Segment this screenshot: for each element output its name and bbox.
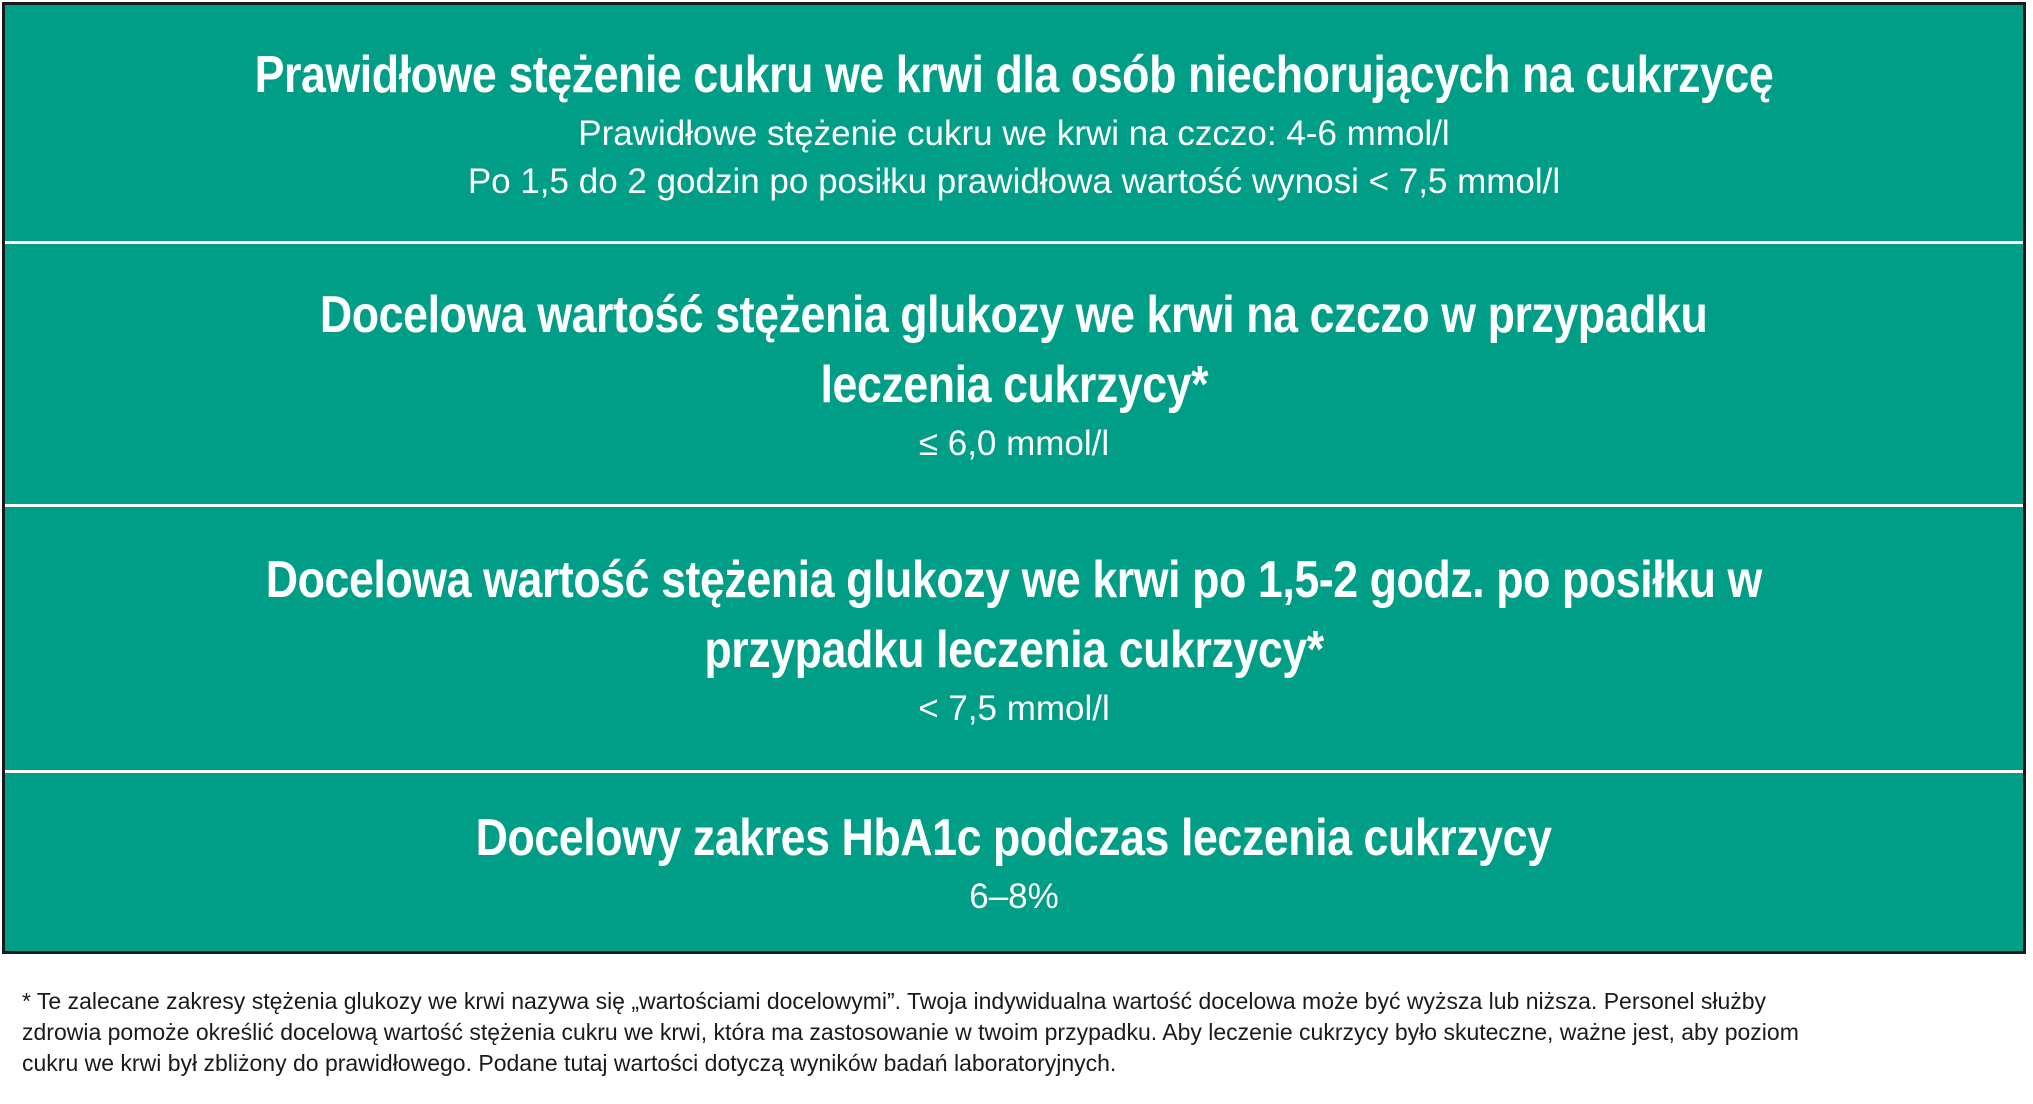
glucose-targets-panel (2, 2, 2026, 954)
section-title: Docelowy zakres HbA1c podczas leczenia cukrzycy (476, 809, 1552, 867)
section-fasting-target (5, 244, 2023, 504)
section-value: 6–8% (969, 877, 1059, 916)
section-value: < 7,5 mmol/l (918, 688, 1110, 728)
section-title: przypadku leczenia cukrzycy* (704, 620, 1324, 679)
section-normal-glucose (5, 5, 2023, 241)
section-value: Prawidłowe stężenie cukru we krwi na czczo: 4-6 mmol/l (578, 114, 1450, 153)
footnote-line: zdrowia pomoże określić docelową wartość stężenia cukru we krwi, która ma zastosowanie w twoim przypadku. Aby leczenie cukrzycy było skuteczne, ważne jest, aby poziom (22, 1019, 1799, 1045)
footnote (22, 986, 2012, 1079)
section-value: Po 1,5 do 2 godzin po posiłku prawidłowa wartość wynosi < 7,5 mmol/l (467, 162, 1561, 201)
section-postmeal-target (5, 507, 2023, 770)
section-title: Docelowa wartość stężenia glukozy we krwi po 1,5-2 godz. po posiłku w (265, 550, 1763, 609)
section-hba1c-target (5, 773, 2023, 951)
section-title: Docelowa wartość stężenia glukozy we krwi na czczo w przypadku (320, 286, 1708, 344)
footnote-line: * Te zalecane zakresy stężenia glukozy we krwi nazywa się „wartościami docelowymi”. Twoja indywidualna wartość docelowa może być wyższa lub niższa. Personel służby (22, 988, 1767, 1014)
section-title: leczenia cukrzycy* (820, 356, 1208, 414)
section-title: Prawidłowe stężenie cukru we krwi dla osób niechorujących na cukrzycę (254, 46, 1774, 104)
section-value: ≤ 6,0 mmol/l (918, 424, 1110, 463)
footnote-line: cukru we krwi był zbliżony do prawidłowego. Podane tutaj wartości dotyczą wyników badań laboratoryjnych. (22, 1050, 1117, 1076)
